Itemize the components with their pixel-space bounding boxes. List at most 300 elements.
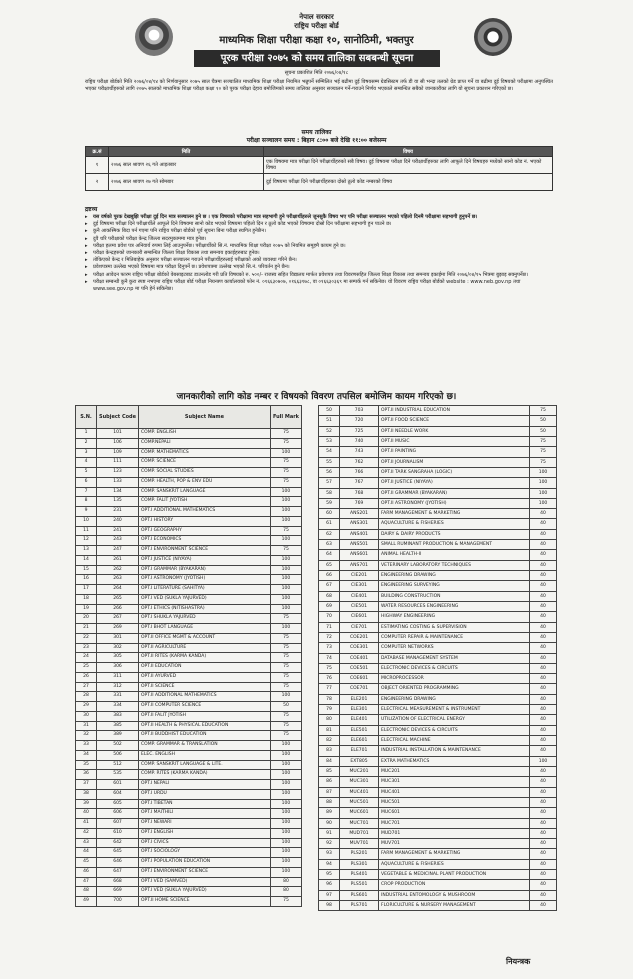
subject-sn: 34	[76, 750, 97, 760]
subject-row	[319, 839, 557, 849]
subject-full-mark: 75	[270, 682, 301, 692]
subject-sn: 94	[319, 859, 340, 869]
subject-full-mark: 40	[530, 901, 557, 911]
subject-name: OPT.II COMPUTER SCIENCE	[139, 702, 271, 712]
subject-sn: 10	[76, 516, 97, 526]
subject-full-mark: 100	[270, 819, 301, 829]
subject-full-mark: 75	[270, 672, 301, 682]
subject-row	[76, 526, 302, 536]
subject-row	[76, 828, 302, 838]
subject-full-mark: 75	[270, 468, 301, 478]
subject-code: 311	[97, 672, 139, 682]
subject-full-mark: 75	[270, 663, 301, 673]
subject-name: OPT.I CIVICS	[139, 838, 271, 848]
subject-row	[319, 880, 557, 890]
subject-code: MUC201	[340, 766, 379, 776]
subject-full-mark: 50	[530, 416, 557, 426]
subject-name: ELEC. ENGLISH	[139, 750, 271, 760]
subject-sn: 21	[76, 624, 97, 634]
subject-full-mark: 100	[270, 858, 301, 868]
subject-code: COE601	[340, 674, 379, 684]
subject-row	[76, 672, 302, 682]
subject-name: OPT.I ENGLISH	[139, 828, 271, 838]
subject-full-mark: 100	[530, 478, 557, 488]
subject-sn: 87	[319, 787, 340, 797]
subject-row	[76, 477, 302, 487]
subject-sn: 5	[76, 468, 97, 478]
subject-full-mark: 50	[270, 702, 301, 712]
subject-name: MUC601	[379, 808, 530, 818]
subject-sn: 38	[76, 789, 97, 799]
subject-full-mark: 50	[530, 426, 557, 436]
subject-name: MICROPROCESSOR	[379, 674, 530, 684]
subject-code: 743	[340, 447, 379, 457]
subject-name: OPT.I NEWARI	[139, 819, 271, 829]
subject-row	[76, 633, 302, 643]
subject-sn: 37	[76, 780, 97, 790]
subject-code: 769	[340, 498, 379, 508]
subject-code: 605	[97, 799, 139, 809]
subject-sn: 84	[319, 756, 340, 766]
subject-sn: 7	[76, 487, 97, 497]
subject-row	[319, 756, 557, 766]
subject-sn: 79	[319, 705, 340, 715]
subject-code: ANS601	[340, 550, 379, 560]
subject-name: OPT.I HISTORY	[139, 516, 271, 526]
schedule-sn: १	[86, 157, 109, 174]
subject-full-mark: 100	[270, 575, 301, 585]
subject-row	[319, 663, 557, 673]
subject-code: CIE501	[340, 601, 379, 611]
subject-name: COMP. SOCIAL STUDIES	[139, 468, 271, 478]
subject-row	[319, 571, 557, 581]
schedule-row	[86, 157, 553, 174]
subject-sn: 55	[319, 457, 340, 467]
subject-name: OPT.I TIBETAN	[139, 799, 271, 809]
subject-name: OPT.II RITES (KARMA KANDA)	[139, 653, 271, 663]
subject-sn: 45	[76, 858, 97, 868]
notice-banner: पूरक परीक्षा २०७५ को समय तालिका सबबन्धी सूचना	[194, 50, 440, 67]
subject-code: PLS401	[340, 870, 379, 880]
subject-code: 101	[97, 429, 139, 439]
subject-code: MUC501	[340, 797, 379, 807]
subject-row	[76, 819, 302, 829]
header-office: माध्यमिक शिक्षा परीक्षा कक्षा १०, सानोठिमी, भक्तपुर	[219, 35, 414, 46]
subject-name: OPT.I GEOGRAPHY	[139, 526, 271, 536]
subject-name: VEGETABLE & MEDICINAL PLANT PRODUCTION	[379, 870, 530, 880]
subject-row	[319, 643, 557, 653]
subject-row	[319, 715, 557, 725]
subject-table-right-body	[319, 406, 557, 911]
subject-name: OPT.I SOCIOLOGY	[139, 848, 271, 858]
subject-name: OPT.II TARK SANGRAHA (LOGIC)	[379, 467, 530, 477]
subject-table-left-body	[76, 429, 302, 907]
subject-row	[76, 594, 302, 604]
subject-code: 646	[97, 858, 139, 868]
subject-sn: 35	[76, 760, 97, 770]
subject-sn: 12	[76, 536, 97, 546]
subject-sn: 82	[319, 736, 340, 746]
subject-name: ENGINEERING DRAWING	[379, 694, 530, 704]
subject-row	[76, 760, 302, 770]
subject-row	[76, 497, 302, 507]
subject-code: 385	[97, 721, 139, 731]
subject-full-mark: 100	[270, 867, 301, 877]
subject-code: 263	[97, 575, 139, 585]
subject-full-mark: 75	[270, 546, 301, 556]
subject-sn: 25	[76, 663, 97, 673]
subject-sn: 98	[319, 901, 340, 911]
subject-sn: 20	[76, 614, 97, 624]
subject-name: DAIRY & DAIRY PRODUCTS	[379, 529, 530, 539]
subject-code: PLS601	[340, 890, 379, 900]
subject-row	[319, 818, 557, 828]
subject-code: 305	[97, 653, 139, 663]
subject-sn: 3	[76, 448, 97, 458]
subject-full-mark: 75	[270, 458, 301, 468]
subject-row	[319, 478, 557, 488]
subject-code: COE501	[340, 663, 379, 673]
subject-row	[76, 741, 302, 751]
schedule-title: समय तालिका	[301, 129, 332, 136]
subject-row	[76, 507, 302, 517]
subject-sn: 54	[319, 447, 340, 457]
subject-code: 264	[97, 585, 139, 595]
subject-code: ANS401	[340, 529, 379, 539]
subject-row	[319, 684, 557, 694]
subject-table-right	[318, 405, 557, 911]
subject-row	[76, 448, 302, 458]
subject-sn: 42	[76, 828, 97, 838]
subject-full-mark: 100	[270, 848, 301, 858]
subject-full-mark: 100	[270, 741, 301, 751]
subject-sn: 85	[319, 766, 340, 776]
subject-name: OPT.II EDUCATION	[139, 663, 271, 673]
subject-code: 601	[97, 780, 139, 790]
subject-name: ANIMAL HEALTH-II	[379, 550, 530, 560]
subject-code: 506	[97, 750, 139, 760]
subject-full-mark: 100	[270, 507, 301, 517]
note-item: ▸ परीक्षा केन्द्रहरुको जानकारी सम्बन्धित जिल्ला शिक्षा विकास तथा समन्वय इकाईहरुबाट हुनेछ।	[85, 250, 553, 257]
subject-full-mark: 40	[530, 550, 557, 560]
subject-name: OPT.I ETHICS (NITISHASTRA)	[139, 604, 271, 614]
schedule-row	[86, 174, 553, 191]
subject-sn: 70	[319, 612, 340, 622]
subject-code: 610	[97, 828, 139, 838]
subject-sn: 28	[76, 692, 97, 702]
subject-full-mark: 100	[270, 585, 301, 595]
subject-full-mark: 40	[530, 601, 557, 611]
subject-code: 262	[97, 565, 139, 575]
subject-sn: 18	[76, 594, 97, 604]
subject-code: ELE601	[340, 736, 379, 746]
subject-full-mark: 40	[530, 612, 557, 622]
subject-name: COMPUTER NETWORKS	[379, 643, 530, 653]
subject-name: ESTIMATING COSTING & SUPERVISION	[379, 622, 530, 632]
subject-row	[319, 519, 557, 529]
subject-name: OPT.I MAITHILI	[139, 809, 271, 819]
subject-name: DATABASE MANAGEMENT SYSTEM	[379, 653, 530, 663]
subject-row	[76, 789, 302, 799]
subject-full-mark: 75	[270, 614, 301, 624]
subject-code: 240	[97, 516, 139, 526]
subject-row	[76, 487, 302, 497]
subject-name: MUD701	[379, 828, 530, 838]
subject-code: COE201	[340, 632, 379, 642]
subject-name: ELECTRICAL MEASUREMENT & INSTRUMENT	[379, 705, 530, 715]
subject-code: ELE401	[340, 715, 379, 725]
subject-code: COE701	[340, 684, 379, 694]
subject-full-mark: 40	[530, 808, 557, 818]
subject-name: COMP. GRAMMAR & TRANSLATION	[139, 741, 271, 751]
subject-code: 109	[97, 448, 139, 458]
subject-name: OPT.I JUSTICE (NIYAYA)	[139, 555, 271, 565]
subject-name: MUC301	[379, 777, 530, 787]
subject-name: OBJECT ORIENTED PROGRAMMING	[379, 684, 530, 694]
subject-full-mark: 100	[270, 750, 301, 760]
subject-sn: 16	[76, 575, 97, 585]
subject-row	[76, 575, 302, 585]
subject-sn: 69	[319, 601, 340, 611]
subject-full-mark: 75	[270, 438, 301, 448]
subject-row	[76, 858, 302, 868]
subject-name: OPT.II ADDITIONAL MATHEMATICS	[139, 692, 271, 702]
subject-sn: 62	[319, 529, 340, 539]
subject-name: COMPUTER REPAIR & MAINTENANCE	[379, 632, 530, 642]
subject-code: PLS501	[340, 880, 379, 890]
subject-code: 740	[340, 436, 379, 446]
subject-code: 767	[340, 478, 379, 488]
subject-row	[76, 546, 302, 556]
subject-row	[76, 750, 302, 760]
subject-row	[76, 711, 302, 721]
subject-code: MUD701	[340, 828, 379, 838]
subject-sn: 56	[319, 467, 340, 477]
subject-code: CIE601	[340, 612, 379, 622]
subject-name: OPT.II INDUSTRIAL EDUCATION	[379, 406, 530, 416]
subject-row	[76, 624, 302, 634]
subject-full-mark: 100	[270, 487, 301, 497]
note-item: ▸ दुवै थरि परीक्षाको परीक्षा केन्द्र जिल्ला सदरमुकाममा मात्र हुनेछ।	[85, 236, 553, 243]
subject-sn: 24	[76, 653, 97, 663]
subject-full-mark: 40	[530, 818, 557, 828]
subject-full-mark: 75	[270, 731, 301, 741]
subject-sn: 43	[76, 838, 97, 848]
subject-code: ANS301	[340, 519, 379, 529]
subject-row	[76, 643, 302, 653]
subject-name: OPT.II ASTRONOMY (JYOTISH)	[379, 498, 530, 508]
subject-row	[76, 799, 302, 809]
subject-name: OPT.II MUSIC	[379, 436, 530, 446]
note-item: ▸ दुई विषयमा परीक्षा दिने परीक्षार्थीले आफूले दिने विषयमा सानो कोड भएको विषयमा पहिलो दिन र ठूलो कोड भएको विषयमा दोस्रो दिन परीक्षामा सहभागी हुन पाउने छ।	[85, 221, 553, 228]
subject-code: PLS301	[340, 859, 379, 869]
schedule-time: परीक्षा सञ्चालन समय : बिहान ८:०० बजे देखि ११:०० बजेसम्म	[246, 137, 387, 144]
subject-sn: 77	[319, 684, 340, 694]
subject-row	[76, 887, 302, 897]
subject-code: COE301	[340, 643, 379, 653]
subject-row	[76, 780, 302, 790]
subject-full-mark: 40	[530, 653, 557, 663]
subject-name: OPT.II JUSTICE (NIYAYA)	[379, 478, 530, 488]
subject-code: 512	[97, 760, 139, 770]
subject-row	[319, 581, 557, 591]
subject-sn: 76	[319, 674, 340, 684]
subject-full-mark: 40	[530, 540, 557, 550]
subject-full-mark: 100	[270, 799, 301, 809]
subject-row	[319, 725, 557, 735]
subject-sn: 47	[76, 877, 97, 887]
subject-row	[319, 436, 557, 446]
subject-code: 700	[97, 897, 139, 907]
subject-name: EXTRA MATHEMATICS	[379, 756, 530, 766]
subject-sn: 89	[319, 808, 340, 818]
subject-name: INDUSTRIAL INSTALLATION & MAINTENANCE	[379, 746, 530, 756]
schedule-sn: २	[86, 174, 109, 191]
subject-sn: 2	[76, 438, 97, 448]
subject-sn: 96	[319, 880, 340, 890]
schedule-table	[85, 146, 553, 191]
subject-code: 231	[97, 507, 139, 517]
subject-name: OPT.II FALIT JYOTISH	[139, 711, 271, 721]
subject-name: FARM MANAGEMENT & MARKETING	[379, 509, 530, 519]
subject-name: ELECTRICAL MACHINE	[379, 736, 530, 746]
subject-sn: 72	[319, 632, 340, 642]
subject-sn: 31	[76, 721, 97, 731]
subject-sn: 27	[76, 682, 97, 692]
subject-code: 642	[97, 838, 139, 848]
subject-full-mark: 100	[270, 594, 301, 604]
subject-row	[76, 614, 302, 624]
subject-code: 720	[340, 416, 379, 426]
subject-code: 123	[97, 468, 139, 478]
subject-name: FARM MANAGEMENT & MARKETING	[379, 849, 530, 859]
note-item: ▸ परीक्षा हलमा प्रवेश पत्र अनिवार्य रुपमा लिई आउनुपर्नेछ। परीक्षार्थीको सि.नं. माध्यमिक शिक्षा परीक्षा २०७५ को नियमित समूहमै कायम हुने छ।	[85, 243, 553, 250]
subject-row	[76, 516, 302, 526]
subject-sn: 51	[319, 416, 340, 426]
subject-code: 243	[97, 536, 139, 546]
subject-code: 302	[97, 643, 139, 653]
subject-name: OPT.I LITERATURE (SAHITYA)	[139, 585, 271, 595]
subject-row	[76, 653, 302, 663]
subject-full-mark: 100	[270, 838, 301, 848]
subject-full-mark: 40	[530, 746, 557, 756]
subject-row	[76, 848, 302, 858]
subject-code: ELE501	[340, 725, 379, 735]
subject-full-mark: 40	[530, 736, 557, 746]
subject-sn: 71	[319, 622, 340, 632]
subject-full-mark: 40	[530, 509, 557, 519]
subject-full-mark: 40	[530, 797, 557, 807]
subject-row	[319, 457, 557, 467]
subject-code: 645	[97, 848, 139, 858]
subject-sn: 19	[76, 604, 97, 614]
subject-name: OPT.I GRAMMAR (BYAKARAN)	[139, 565, 271, 575]
subject-name: OPT.II HEALTH & PHYSICAL EDUCATION	[139, 721, 271, 731]
subject-row	[319, 828, 557, 838]
schedule-header-date: मिति	[109, 147, 264, 157]
subject-name: ELECTRONIC DEVICES & CIRCUITS	[379, 725, 530, 735]
subject-code: 668	[97, 877, 139, 887]
note-item: ▸ प्रवेशपत्रमा उल्लेख भएको विषयमा मात्र परीक्षा दिनुपर्ने छ। प्रवेशपत्रमा उल्लेख भएको सि.नं. परिवर्तन हुने छैन।	[85, 264, 553, 271]
header-subject-name: Subject Name	[139, 406, 271, 429]
subject-row	[319, 901, 557, 911]
subject-name: MUC501	[379, 797, 530, 807]
subject-full-mark: 75	[530, 406, 557, 416]
subject-code: PLS201	[340, 849, 379, 859]
subject-full-mark: 40	[530, 571, 557, 581]
notes-list	[85, 214, 553, 293]
subject-row	[319, 653, 557, 663]
subject-row	[76, 536, 302, 546]
subject-row	[76, 809, 302, 819]
subject-full-mark: 40	[530, 694, 557, 704]
subject-name: HIGHWAY ENGINEERING	[379, 612, 530, 622]
subject-code: 606	[97, 809, 139, 819]
subject-row	[319, 612, 557, 622]
subject-full-mark: 100	[530, 488, 557, 498]
subject-code: MUC401	[340, 787, 379, 797]
subject-full-mark: 75	[270, 897, 301, 907]
subject-name: OPT.I VED (SUKLA YAJURVED)	[139, 887, 271, 897]
subject-row	[319, 808, 557, 818]
subject-code: 312	[97, 682, 139, 692]
subject-full-mark: 100	[270, 789, 301, 799]
subject-name: ELECTRONIC DEVICES & CIRCUITS	[379, 663, 530, 673]
subject-code: 766	[340, 467, 379, 477]
subject-row	[319, 746, 557, 756]
subject-name: COMP. SANSKRIT LANGUAGE & LITE.	[139, 760, 271, 770]
subject-row	[319, 601, 557, 611]
note-item: ▸ कुनै आकस्मिक बिदा पर्न गएमा पनि राष्ट्रिय परीक्षा बोर्डको पूर्व सूचना बिना परीक्षा स्थगित हुनेछैन।	[85, 228, 553, 235]
subject-full-mark: 75	[270, 711, 301, 721]
subject-full-mark: 75	[270, 643, 301, 653]
subject-name: OPT.I NEPALI	[139, 780, 271, 790]
header-board: राष्ट्रिय परीक्षा बोर्ड	[294, 22, 339, 30]
subject-sn: 58	[319, 488, 340, 498]
subject-row	[319, 560, 557, 570]
subject-name: VETERINARY LABORATORY TECHNIQUES	[379, 560, 530, 570]
subject-full-mark: 100	[270, 692, 301, 702]
subject-row	[76, 468, 302, 478]
subject-name: MUV701	[379, 839, 530, 849]
subject-name: OPT.I ECONOMICS	[139, 536, 271, 546]
subject-row	[319, 622, 557, 632]
subject-name: OPT.I ENVIRONMENT SCIENCE	[139, 867, 271, 877]
note-item: ▸ यस वर्षको पूरक देखबुझि परीक्षा दुई दिन मात्र सञ्चालन हुने छ । एक विषयको परीक्षामा मात्र सहभागी हुने परीक्षार्थीहरुले जुनसुकै विषय भए पनि परीक्षा सञ्चालन भएको पहिलो दिनमै परीक्षामा सहभागी हुनुपर्ने छ।	[85, 214, 553, 221]
subject-code: 647	[97, 867, 139, 877]
subject-full-mark: 100	[270, 516, 301, 526]
subject-row	[319, 529, 557, 539]
subject-sn: 49	[76, 897, 97, 907]
subject-name: OPT.I VED (SAMVED)	[139, 877, 271, 887]
subject-full-mark: 40	[530, 519, 557, 529]
intro-text: राष्ट्रिय परीक्षा बोर्डको मिति २०७६/०४/१४ को निर्णयानुसार २०७५ साल चैत्रमा सञ्चालित माध्यमिक शिक्षा परीक्षा नियमित भन्नुपर्ने सम्मिलित भई बढीमा दुई विषयसम्म ग्रेडसिस्टम तर्फ डी वा सी भन्दा तलको ग्रेड प्राप्त गर्ने वा बढीमा दुई विषयको परीक्षामा अनुपस्थित भएका परीक्षार्थीहरुको लागि २०७५ सालको माध्यमिक शिक्षा परीक्षा कक्षा १० को पूरक परीक्षा देहाय बमोजिमको समय तालिका अनुसार सञ्चालन गर्ने-गराउने निर्णय भएकाले सम्बन्धित सबैको जानकारीका लागि यो सूचना प्रकाशन गरिएको छ।	[85, 79, 553, 92]
subject-code: MUV701	[340, 839, 379, 849]
subject-code: CIE201	[340, 571, 379, 581]
header-full-mark: Full Mark	[270, 406, 301, 429]
subject-sn: 53	[319, 436, 340, 446]
subject-code: 111	[97, 458, 139, 468]
subject-row	[319, 540, 557, 550]
subject-full-mark: 100	[530, 498, 557, 508]
subject-sn: 81	[319, 725, 340, 735]
subject-full-mark: 75	[530, 447, 557, 457]
subject-sn: 30	[76, 711, 97, 721]
subject-name: OPT.I POPULATION EDUCATION	[139, 858, 271, 868]
subject-code: 725	[340, 426, 379, 436]
subject-row	[76, 438, 302, 448]
subject-row	[319, 694, 557, 704]
